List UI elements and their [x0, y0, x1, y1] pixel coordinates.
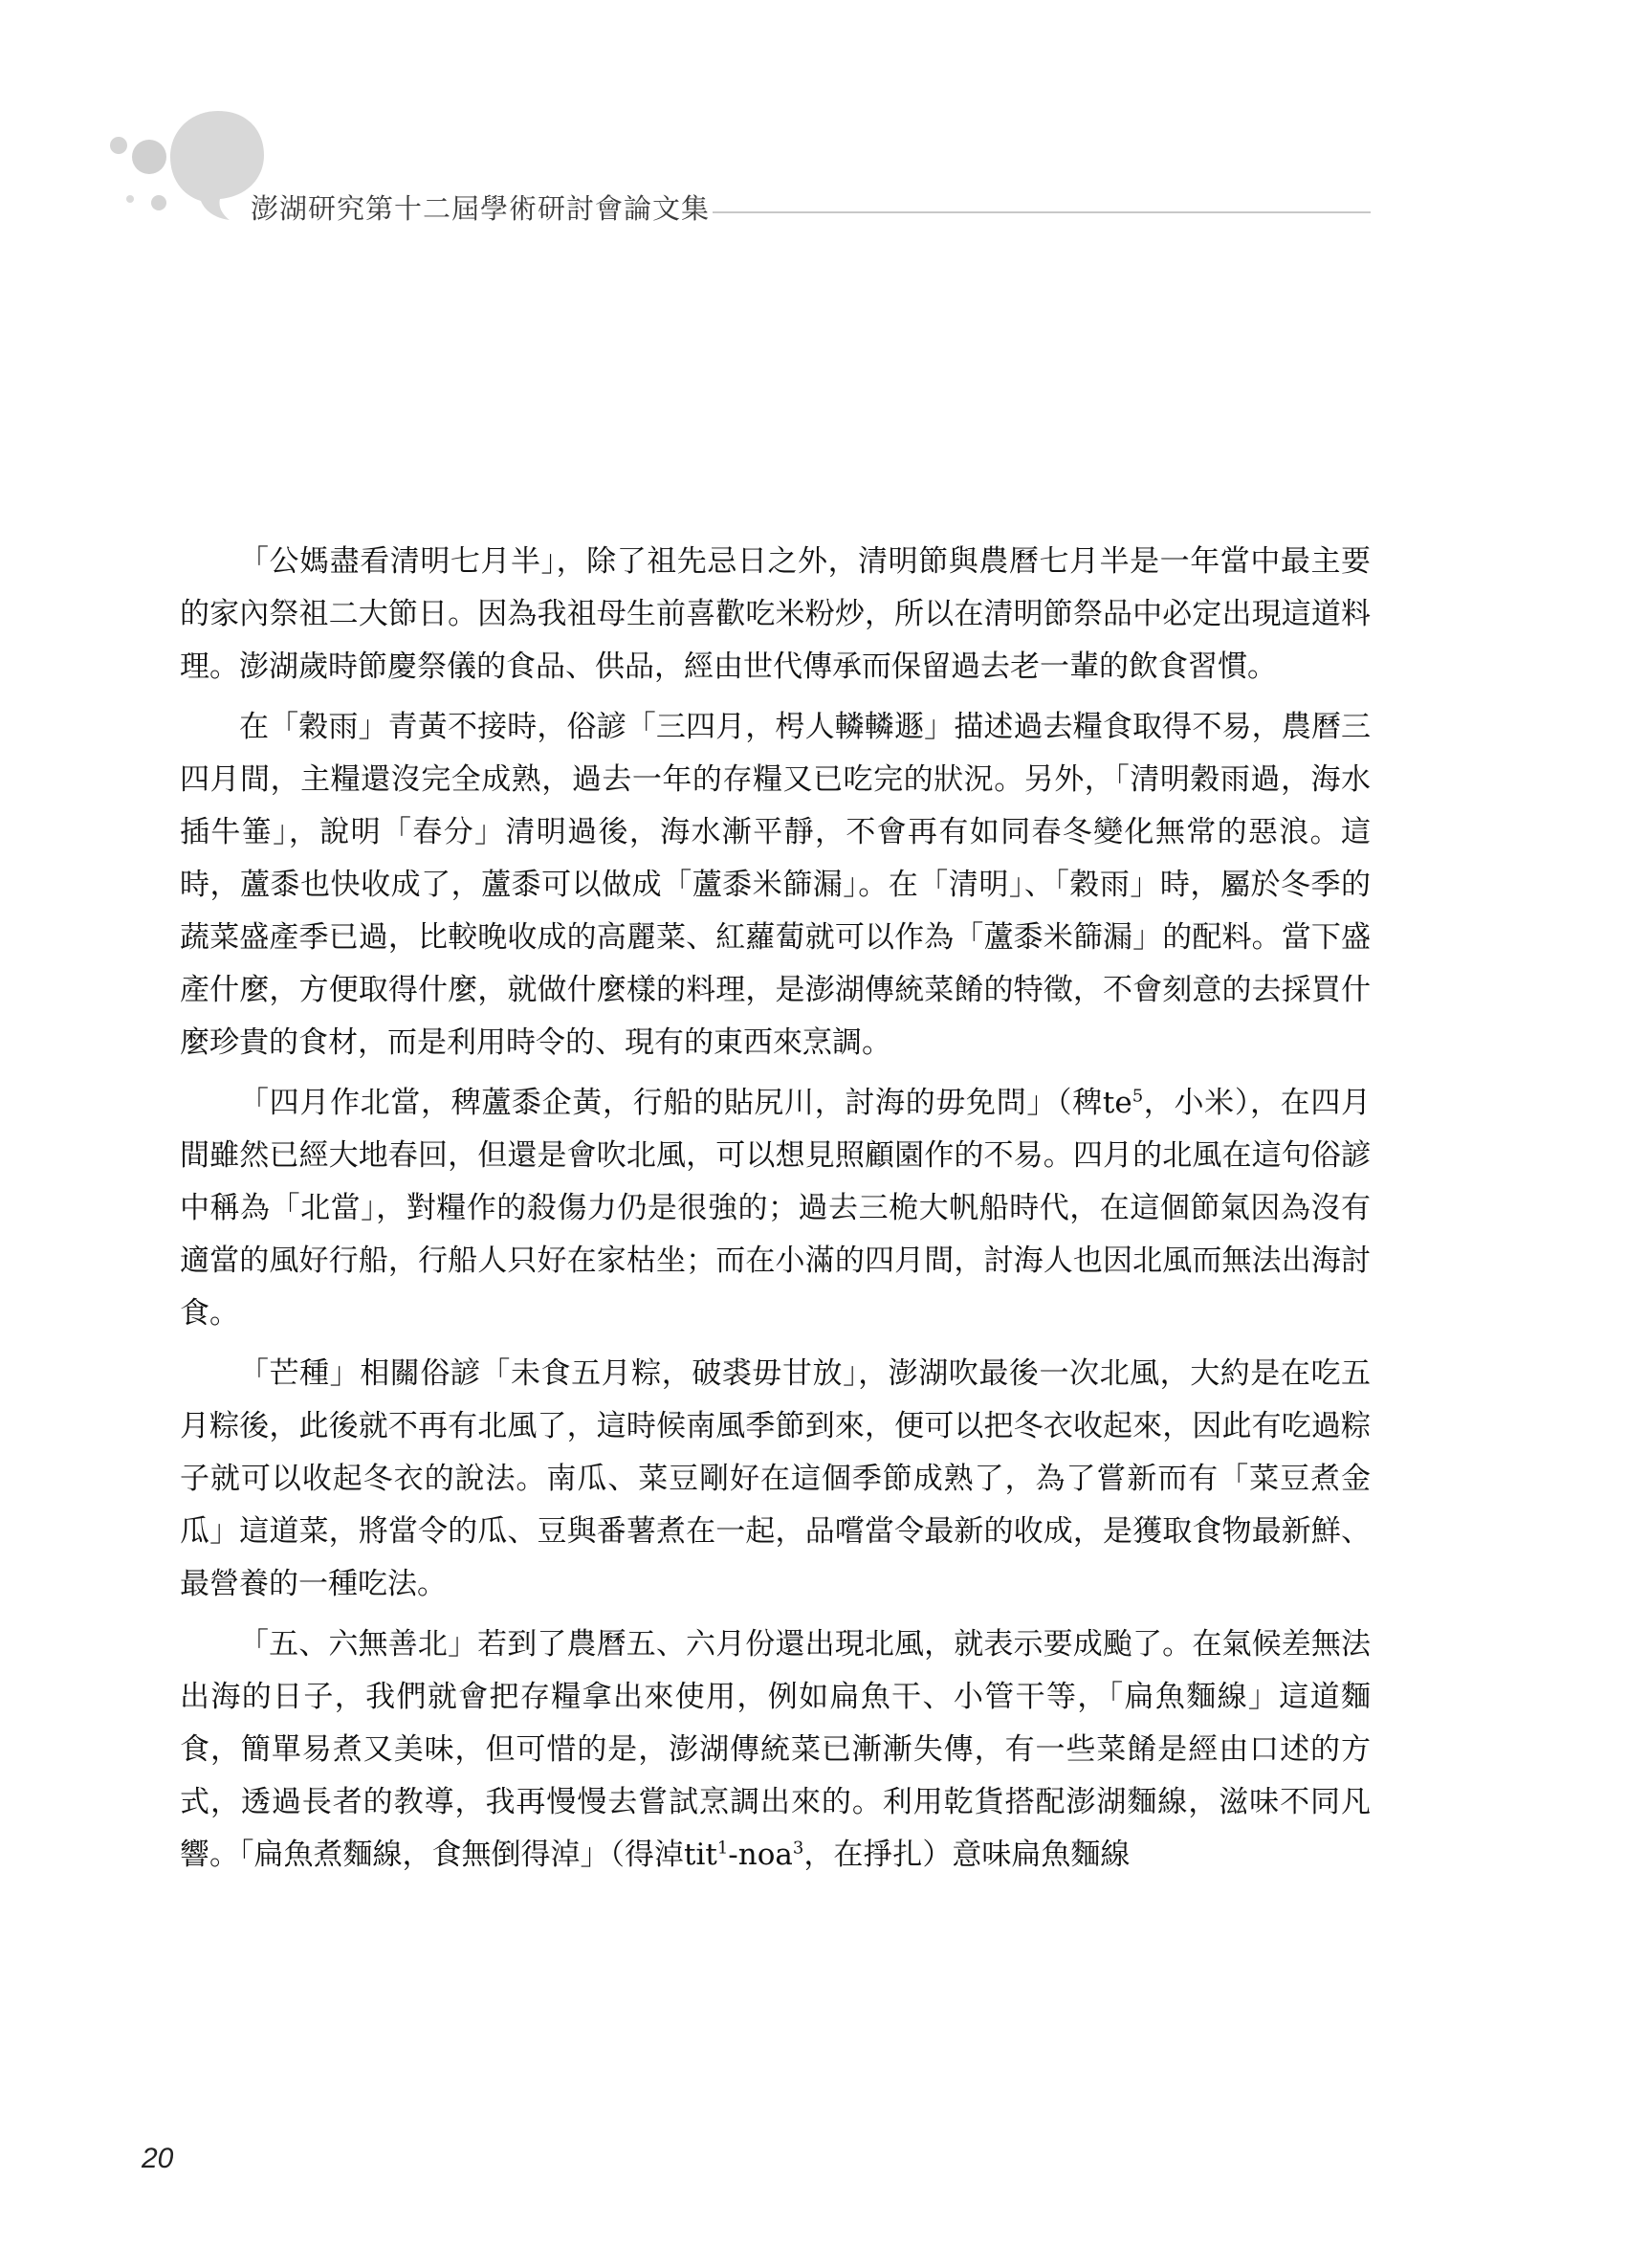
paragraph-4: 「芒種」相關俗諺「未食五月粽，破裘毋甘放」，澎湖吹最後一次北風，大約是在吃五月粽後，此後就不再有北風了，這時候南風季節到來，便可以把冬衣收起來，因此有吃過粽子就可以收起冬衣的說法。南瓜、菜豆剛好在這個季節成熟了，為了嘗新而有「菜豆煮金瓜」這道菜，將當令的瓜、豆與番薯煮在一起，品嚐當令最新的收成，是獲取食物最新鮮、最營養的一種吃法。: [180, 1356, 1371, 1601]
tone-superscript: 5: [1132, 1086, 1144, 1107]
tone-superscript: 3: [792, 1838, 804, 1859]
paragraph-3: [180, 1077, 1371, 1340]
page-number: 20: [142, 2143, 174, 2174]
paragraph-5-text: 「五、六無善北」若到了農曆五、六月份還出現北風，就表示要成颱了。在氣候差無法出海的日子，我們就會把存糧拿出來使用，例如扁魚干、小管干等，「扁魚麵線」這道麵食，簡單易煮又美味，但可惜的是，澎湖傳統菜已漸漸失傳，有一些菜餚是經由口述的方式，透過長者的教導，我再慢慢去嘗試烹調出來的。利用乾貨搭配澎湖麵線，滋味不同凡響。「扁魚煮麵線，食無倒得淖」（得淖tit: [180, 1627, 1371, 1872]
paragraph-5-text-cont: ，在掙扎）意味扁魚麵線: [803, 1838, 1131, 1872]
header-rule: [713, 211, 1371, 213]
paragraph-3-text: 「四月作北當，稗蘆黍企黃，行船的貼尻川，討海的毋免問」（稗te: [239, 1086, 1132, 1120]
speech-bubble-logo-icon: [105, 107, 268, 222]
paragraph-2: 在「穀雨」青黃不接時，俗諺「三四月，枵人轔轔遯」描述過去糧食取得不易，農曆三四月間，主糧還沒完全成熟，過去一年的存糧又已吃完的狀況。另外，「清明穀雨過，海水插牛箠」，說明「春分」清明過後，海水漸平靜，不會再有如同春冬變化無常的惡浪。這時，蘆黍也快收成了，蘆黍可以做成「蘆黍米篩漏」。在「清明」、「穀雨」時，屬於冬季的蔬菜盛產季已過，比較晚收成的高麗菜、紅蘿蔔就可以作為「蘆黍米篩漏」的配料。當下盛產什麼，方便取得什麼，就做什麼樣的料理，是澎湖傳統菜餚的特徵，不會刻意的去採買什麼珍貴的食材，而是利用時令的、現有的東西來烹調。: [180, 710, 1371, 1060]
article-body: [180, 536, 1371, 1889]
tone-superscript: 1: [716, 1838, 729, 1859]
paragraph-1: 「公媽盡看清明七月半」，除了祖先忌日之外，清明節與農曆七月半是一年當中最主要的家內祭祖二大節日。因為我祖母生前喜歡吃米粉炒，所以在清明節祭品中必定出現這道料理。澎湖歲時節慶祭儀的食品、供品，經由世代傳承而保留過去老一輩的飲食習慣。: [180, 544, 1371, 684]
paragraph-3-text-cont: ，小米），在四月間雖然已經大地春回，但還是會吹北風，可以想見照顧園作的不易。四月的北風在這句俗諺中稱為「北當」，對糧作的殺傷力仍是很強的；過去三桅大帆船時代，在這個節氣因為沒有適當的風好行船，行船人只好在家枯坐；而在小滿的四月間，討海人也因北風而無法出海討食。: [180, 1086, 1371, 1331]
paragraph-5: [180, 1618, 1371, 1882]
paragraph-5-text-mid: -noa: [728, 1838, 793, 1872]
running-title: 澎湖研究第十二屆學術研討會論文集: [251, 192, 711, 225]
